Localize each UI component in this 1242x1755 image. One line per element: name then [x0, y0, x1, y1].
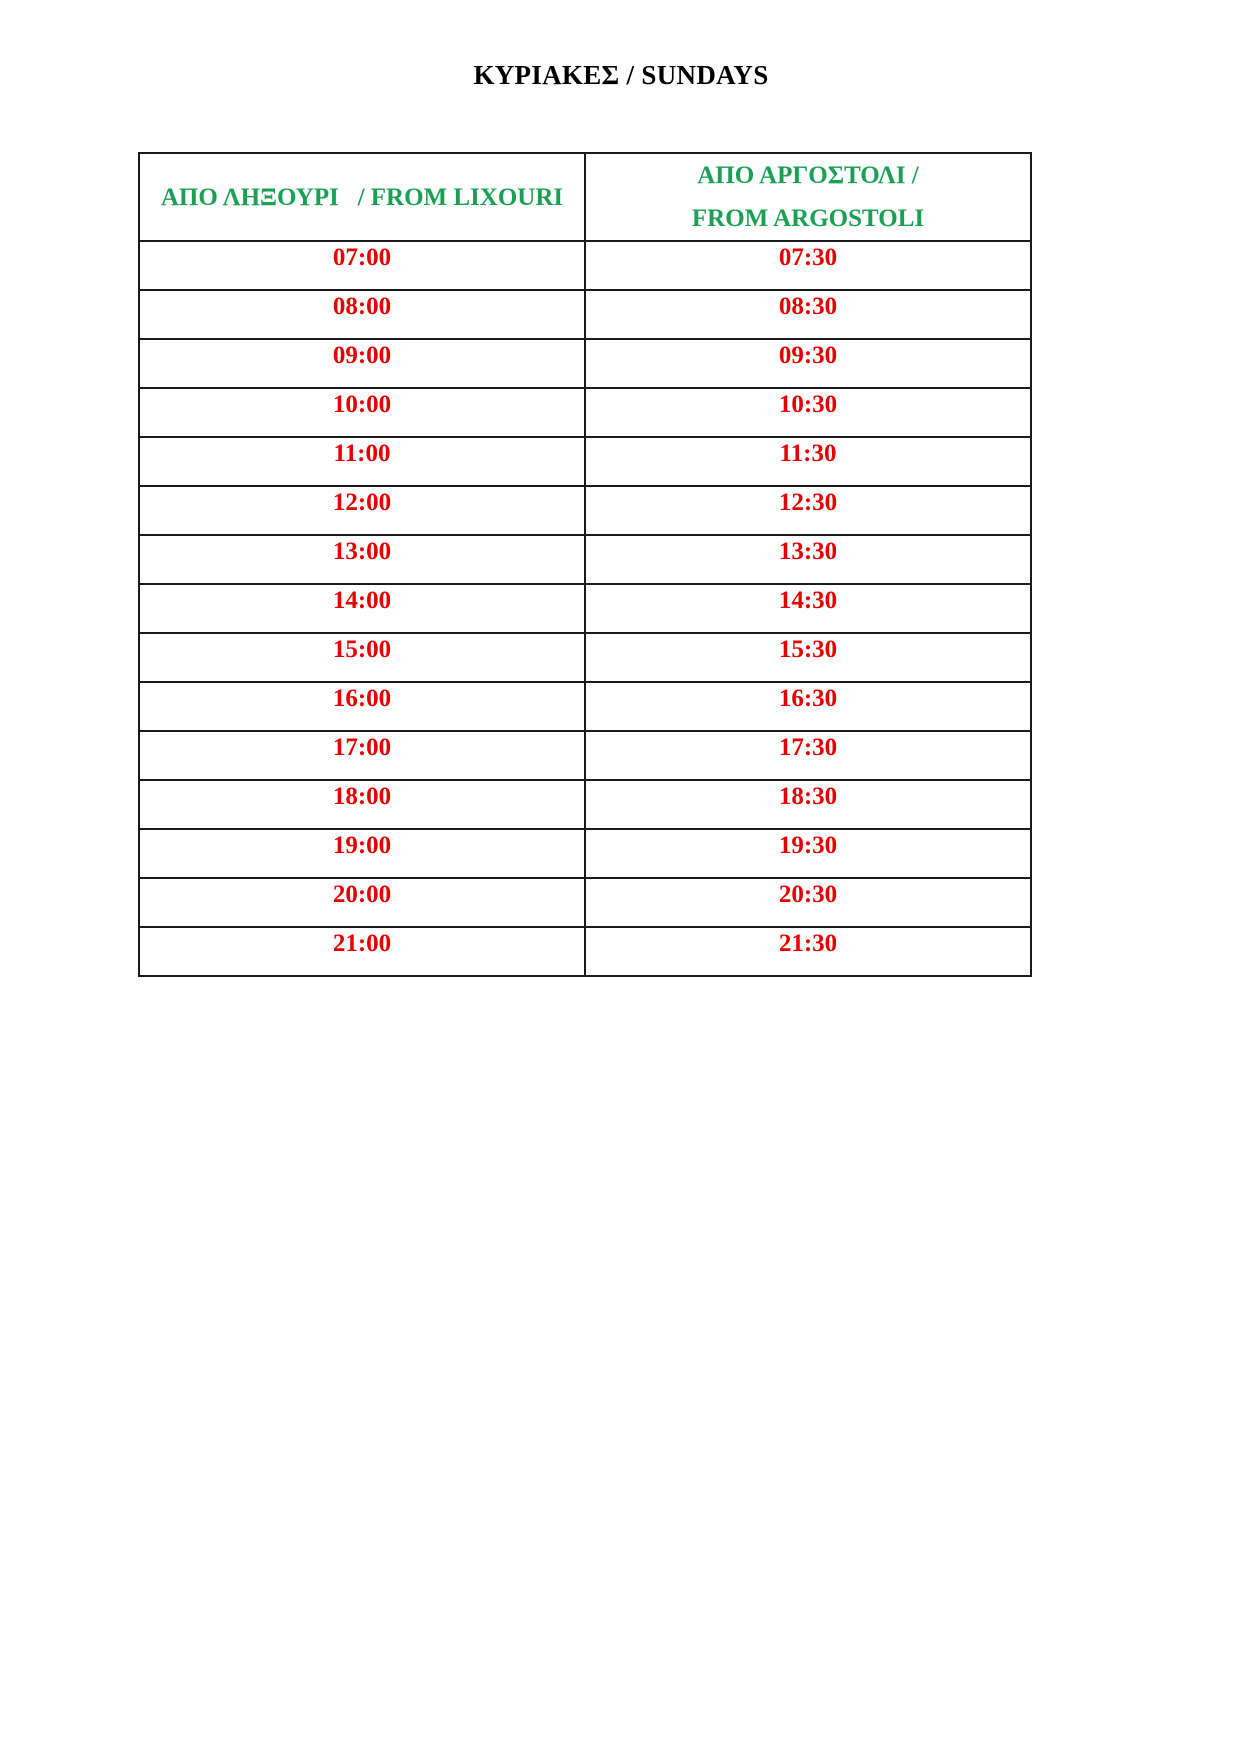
- departure-argostoli: 17:30: [585, 731, 1031, 780]
- table-row: [139, 535, 1031, 584]
- table-row: [139, 927, 1031, 976]
- departure-lixouri: 08:00: [139, 290, 585, 339]
- departure-lixouri: 20:00: [139, 878, 585, 927]
- header-from-lixouri: ΑΠΟ ΛΗΞΟΥΡΙ / FROM LIXOURI: [139, 153, 585, 241]
- departure-argostoli: 10:30: [585, 388, 1031, 437]
- departure-argostoli: 18:30: [585, 780, 1031, 829]
- departure-argostoli: 13:30: [585, 535, 1031, 584]
- departure-argostoli: 12:30: [585, 486, 1031, 535]
- departure-argostoli: 20:30: [585, 878, 1031, 927]
- page-title: ΚΥΡΙΑΚΕΣ / SUNDAYS: [473, 60, 769, 90]
- departure-argostoli: 11:30: [585, 437, 1031, 486]
- departure-argostoli: 14:30: [585, 584, 1031, 633]
- table-row: [139, 339, 1031, 388]
- departure-lixouri: 18:00: [139, 780, 585, 829]
- table-row: [139, 584, 1031, 633]
- table-row: [139, 780, 1031, 829]
- departure-argostoli: 19:30: [585, 829, 1031, 878]
- departure-lixouri: 17:00: [139, 731, 585, 780]
- departure-lixouri: 09:00: [139, 339, 585, 388]
- departure-argostoli: 09:30: [585, 339, 1031, 388]
- departure-lixouri: 07:00: [139, 241, 585, 290]
- departure-lixouri: 16:00: [139, 682, 585, 731]
- departure-lixouri: 21:00: [139, 927, 585, 976]
- departure-lixouri: 12:00: [139, 486, 585, 535]
- table-row: [139, 241, 1031, 290]
- departure-argostoli: 15:30: [585, 633, 1031, 682]
- table-header-row: [139, 153, 1031, 241]
- schedule-table: [138, 152, 1032, 977]
- table-row: [139, 829, 1031, 878]
- departure-argostoli: 08:30: [585, 290, 1031, 339]
- departure-lixouri: 15:00: [139, 633, 585, 682]
- departure-lixouri: 14:00: [139, 584, 585, 633]
- table-row: [139, 878, 1031, 927]
- schedule-body: [139, 241, 1031, 976]
- table-row: [139, 682, 1031, 731]
- table-row: [139, 388, 1031, 437]
- table-row: [139, 437, 1031, 486]
- departure-lixouri: 10:00: [139, 388, 585, 437]
- departure-argostoli: 16:30: [585, 682, 1031, 731]
- table-row: [139, 486, 1031, 535]
- header-from-argostoli: ΑΠΟ ΑΡΓΟΣΤΟΛΙ / FROM ARGOSTOLI: [585, 153, 1031, 241]
- table-row: [139, 290, 1031, 339]
- departure-lixouri: 13:00: [139, 535, 585, 584]
- departure-argostoli: 21:30: [585, 927, 1031, 976]
- table-row: [139, 731, 1031, 780]
- table-row: [139, 633, 1031, 682]
- departure-argostoli: 07:30: [585, 241, 1031, 290]
- departure-lixouri: 19:00: [139, 829, 585, 878]
- departure-lixouri: 11:00: [139, 437, 585, 486]
